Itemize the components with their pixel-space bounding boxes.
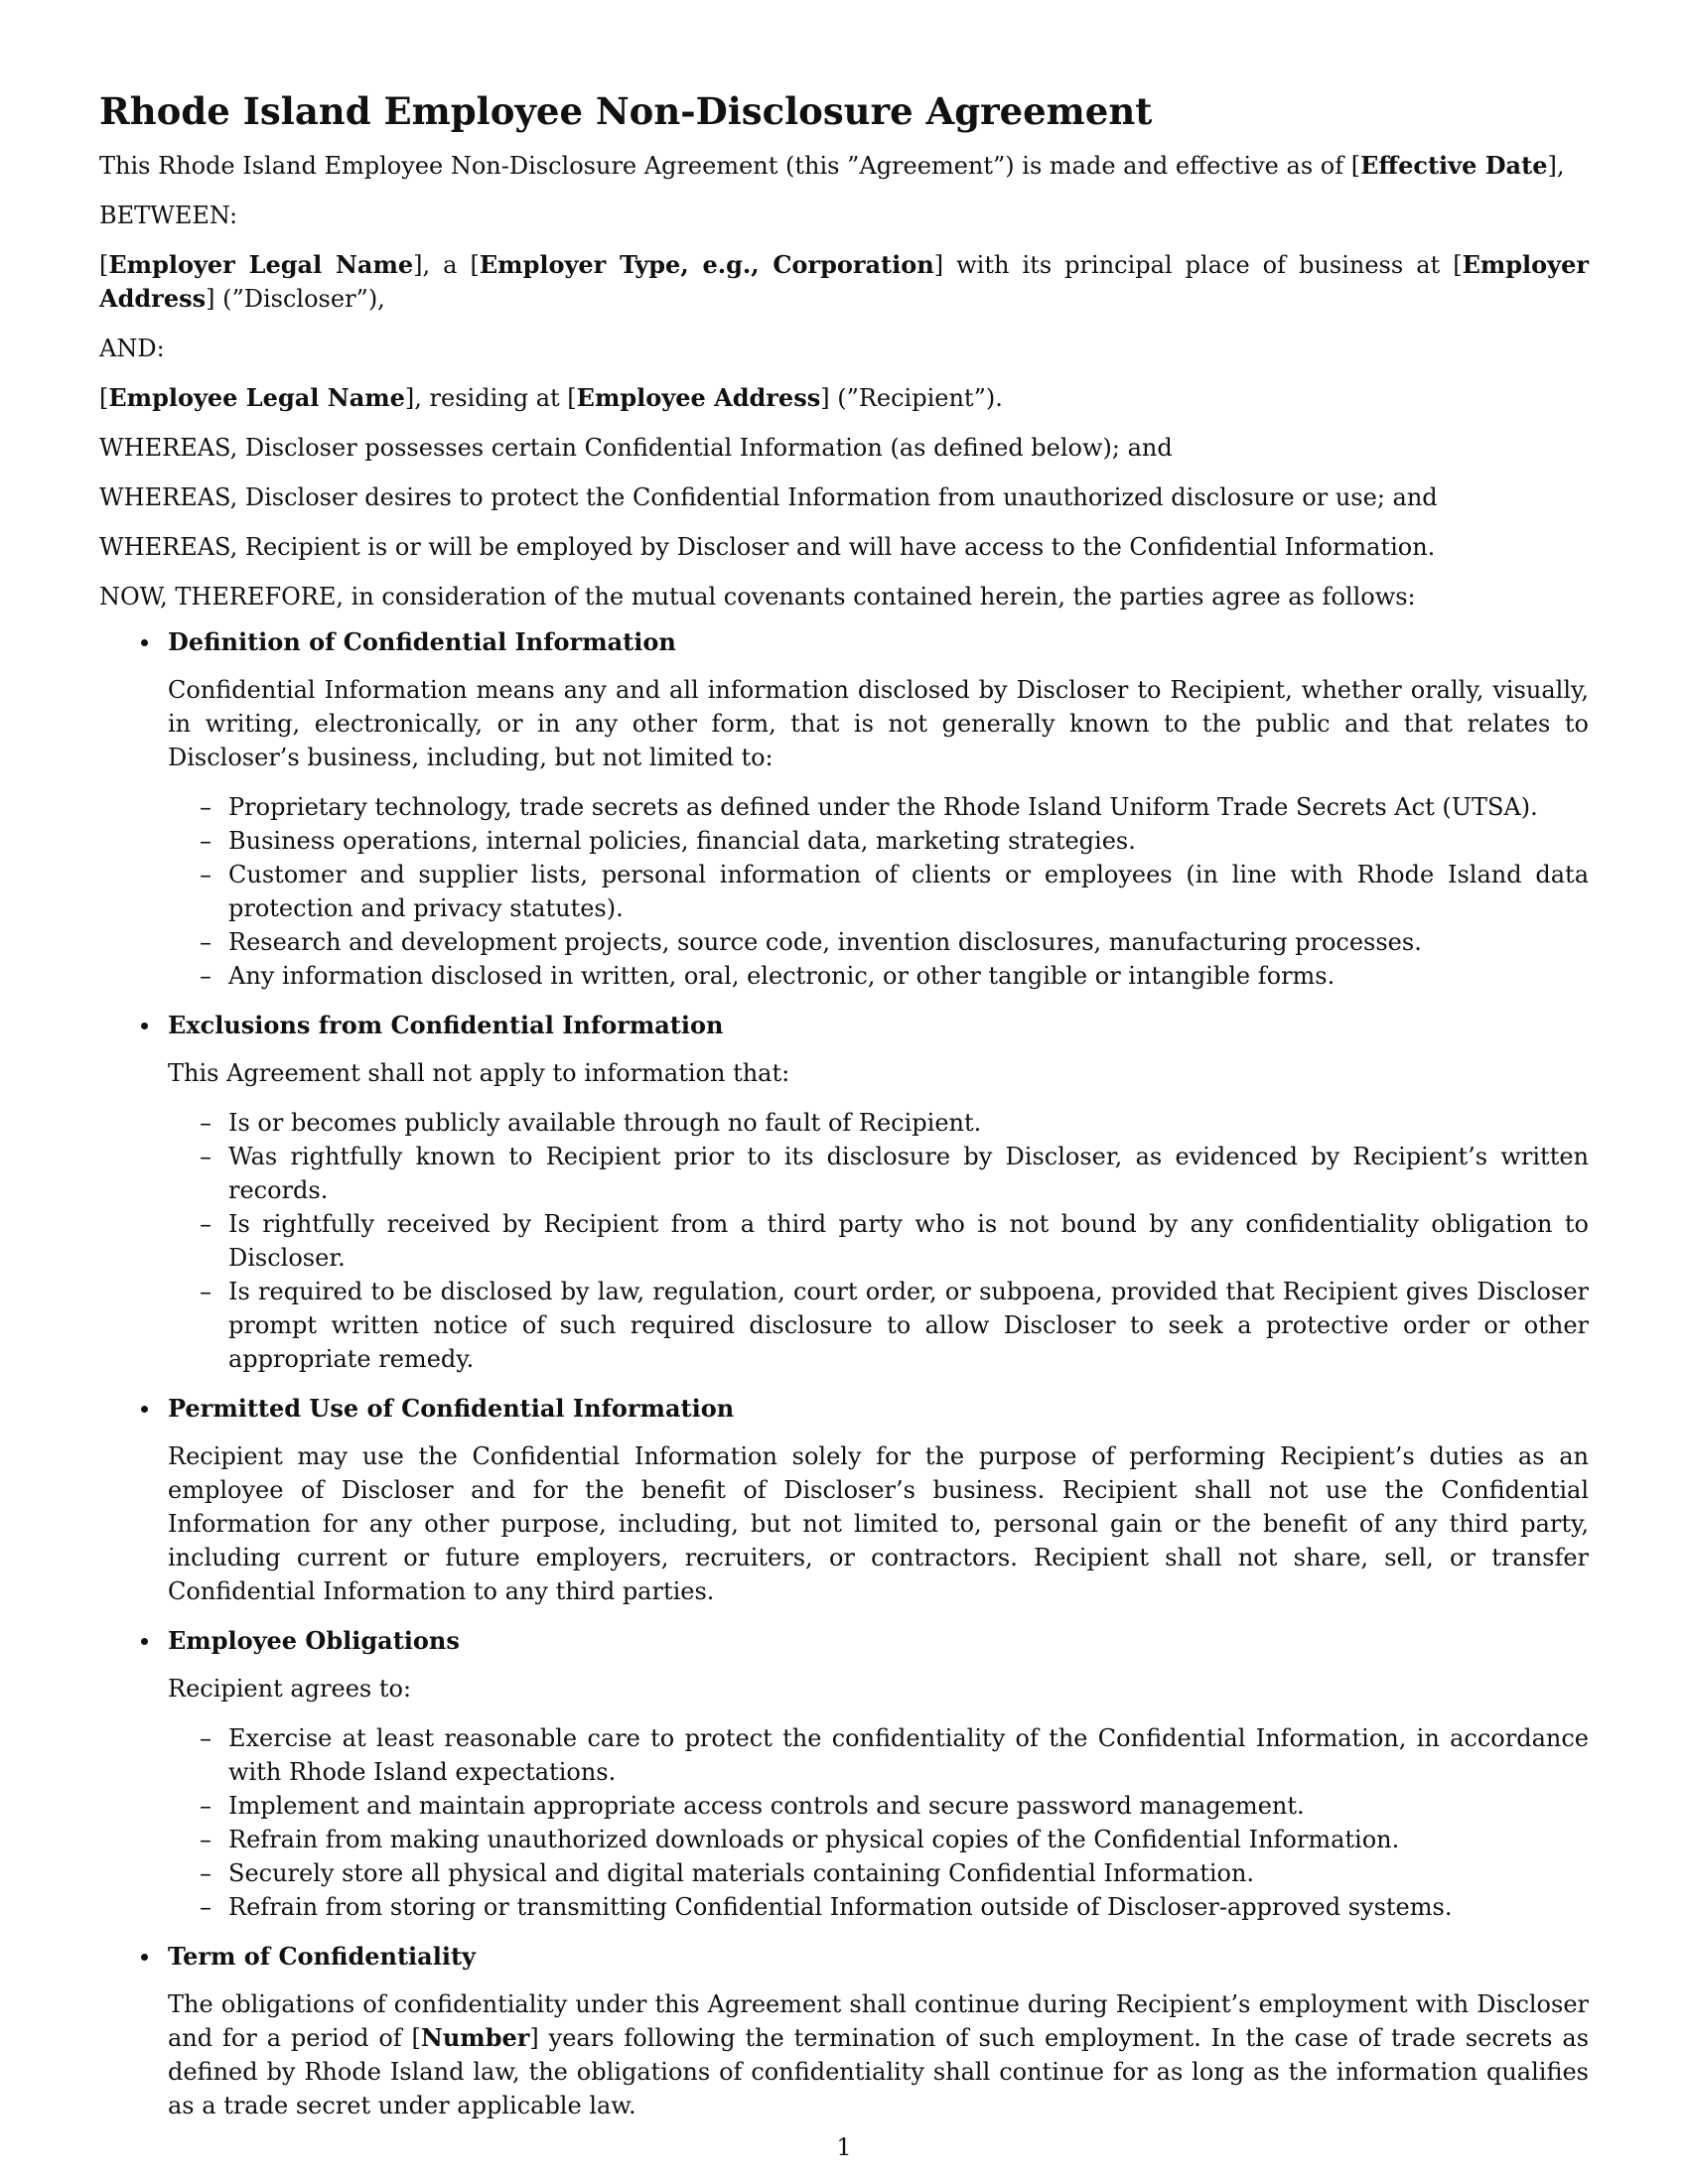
section-term [99,1940,1589,2122]
section-exclusions [99,1009,1589,1376]
between-label: BETWEEN: [99,202,238,229]
section-heading: Definition of Confidential Information [168,627,676,656]
list-item: – Any information disclosed in written, oral, electronic, or other tangible or intangible forms. [168,959,1589,993]
dash-icon: – [200,1109,211,1137]
list-item: – Business operations, internal policies, financial data, marketing strategies. [168,824,1589,858]
dash-icon: – [200,861,211,888]
whereas-clause: WHEREAS, Discloser possesses certain Confidential Information (as defined below); and [99,434,1173,462]
dash-icon: – [200,827,211,855]
employer-type-placeholder: Employer Type, e.g., Corporation [479,250,934,279]
employee-name-placeholder: Employee Legal Name [108,383,405,412]
list-item: – Proprietary technology, trade secrets as defined under the Rhode Island Uniform Trade Secrets Act (UTSA). [168,790,1589,824]
number-placeholder: Number [420,2023,530,2052]
dash-icon: – [200,1859,211,1887]
whereas-clause: WHEREAS, Discloser desires to protect the Confidential Information from unauthorized disclosure or use; and [99,483,1438,511]
list-item: – Research and development projects, source code, invention disclosures, manufacturing processes. [168,925,1589,959]
section-heading: Term of Confidentiality [168,1942,476,1971]
section-body: This Agreement shall not apply to information that: [168,1059,790,1087]
section-definition [99,625,1589,993]
list-item: – Was rightfully known to Recipient prior to its disclosure by Discloser, as evidenced by Recipient’s written records. [168,1140,1589,1207]
dash-icon: – [200,793,211,821]
intro-paragraph: This Rhode Island Employee Non-Disclosure Agreement (this ”Agreement”) is made and effective as of [Effective Date], [99,151,1565,180]
list-item: – Implement and maintain appropriate access controls and secure password management. [168,1789,1589,1823]
dash-icon: – [200,1826,211,1853]
list-item: – Refrain from making unauthorized downloads or physical copies of the Confidential Information. [168,1823,1589,1856]
now-therefore-clause: NOW, THEREFORE, in consideration of the mutual covenants contained herein, the parties agree as follows: [99,583,1416,611]
dash-icon: – [200,1210,211,1238]
list-item: – Securely store all physical and digital materials containing Confidential Information. [168,1856,1589,1890]
section-permitted-use [99,1392,1589,1608]
sub-item-list [168,790,1589,993]
section-heading: Permitted Use of Confidential Information [168,1394,735,1423]
dash-icon: – [200,962,211,990]
employer-paragraph: [Employer Legal Name], a [Employer Type, e.g., Corporation] with its principal place of business at [Employer Address] (”Discloser”), [99,250,1590,313]
section-heading: Exclusions from Confidential Information [168,1011,724,1039]
section-heading: Employee Obligations [168,1626,460,1655]
dash-icon: – [200,1278,211,1305]
list-item: – Customer and supplier lists, personal information of clients or employees (in line with Rhode Island data protection and privacy statutes). [168,858,1589,925]
document-body [99,87,1589,2138]
list-item: – Is or becomes publicly available through no fault of Recipient. [168,1106,1589,1140]
employer-name-placeholder: Employer Legal Name [108,250,414,279]
bullet-icon [141,1638,148,1645]
section-body: The obligations of confidentiality under this Agreement shall continue during Recipient’s employment with Discloser and for a period of [Number] years following the termination of such employment. In the case of trade secrets as defined by Rhode Island law, the obligations of confidentiality shall continue for as long as the information qualifies as a trade secret under applicable law. [168,1990,1590,2119]
list-item: – Is rightfully received by Recipient from a third party who is not bound by any confidentiality obligation to Discloser. [168,1207,1589,1275]
sub-item-list [168,1721,1589,1924]
section-body: Recipient agrees to: [168,1675,412,1703]
document-title: Rhode Island Employee Non-Disclosure Agreement [99,89,1153,133]
whereas-clause: WHEREAS, Recipient is or will be employed by Discloser and will have access to the Confidential Information. [99,533,1436,561]
dash-icon: – [200,928,211,956]
sub-item-list [168,1106,1589,1376]
bullet-icon [141,1023,148,1029]
employer-address-placeholder: Employer Address [99,250,1590,313]
employee-address-placeholder: Employee Address [576,383,821,412]
list-item: – Refrain from storing or transmitting Confidential Information outside of Discloser-approved systems. [168,1890,1589,1924]
page-number: 1 [836,2133,852,2161]
section-body: Recipient may use the Confidential Information solely for the purpose of performing Recipient’s duties as an employee of Discloser and for the benefit of Discloser’s business. Recipient shall not use the Confidential Information for any other purpose, including, but not limited to, personal gain or the benefit of any third party, including current or future employers, recruiters, or contractors. Recipient shall not share, sell, or transfer Confidential Information to any third parties. [168,1442,1589,1605]
section-body: Confidential Information means any and all information disclosed by Discloser to Recipient, whether orally, visually, in writing, electronically, or in any other form, that is not generally known to the public and that relates to Discloser’s business, including, but not limited to: [168,676,1589,771]
bullet-icon [141,639,148,646]
list-item: – Exercise at least reasonable care to protect the confidentiality of the Confidential Information, in accordance with Rhode Island expectations. [168,1721,1589,1789]
bullet-icon [141,1406,148,1413]
list-item: – Is required to be disclosed by law, regulation, court order, or subpoena, provided that Recipient gives Discloser prompt written notice of such required disclosure to allow Discloser to seek a protective order or other appropriate remedy. [168,1275,1589,1376]
dash-icon: – [200,1724,211,1752]
employee-paragraph: [Employee Legal Name], residing at [Employee Address] (”Recipient”). [99,383,1003,412]
sections-list [99,625,1589,2122]
dash-icon: – [200,1893,211,1921]
effective-date-placeholder: Effective Date [1360,151,1548,180]
section-employee-obligations [99,1624,1589,1924]
dash-icon: – [200,1143,211,1170]
and-label: AND: [99,335,165,362]
dash-icon: – [200,1792,211,1820]
bullet-icon [141,1954,148,1961]
